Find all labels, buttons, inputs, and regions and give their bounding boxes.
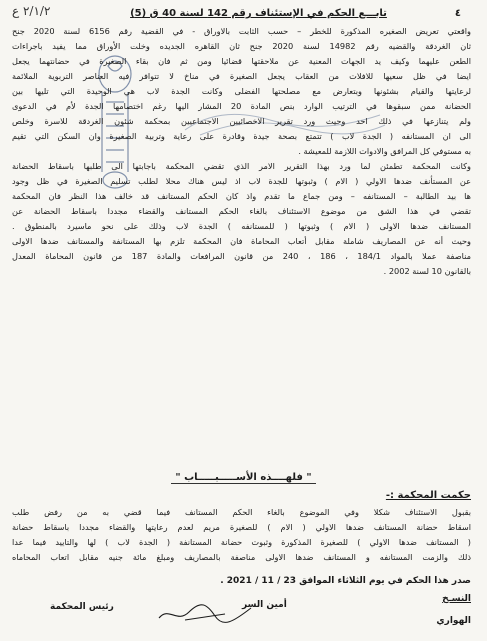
handwritten-page-note: ٢/١/٢ ع xyxy=(12,4,51,18)
body-line: به مستوفي كل المرافق والادوات اللازمة للمعيشة . xyxy=(298,146,471,156)
body-line: بالقانون 10 لسنة 2002 . xyxy=(383,266,471,276)
body-line: ها بيد الطالبة – المستانفه – ومن جماع ما تقدم واذ كان الحكم المستانف قد خالف هذا النظر فان المحكمة xyxy=(12,191,471,201)
body-line: وكانت المحكمة تطمئن لما ورد بهذا التقرير الامر الذي تقضي المحكمة باجابتها الى طلبها باسقاط الحضانة xyxy=(12,161,471,171)
body-line: الحضانة ممن سبقوها في الترتيب الوارد بنص المادة 20 المشار اليها رغم اختصامها الجدة لأم في الدعوى xyxy=(12,101,471,111)
verdict-line: ( المستانف ضدها الاولي ) للصغيرة المذكورة وثبوت حضانة المستانفة ( الجدة لاب ) لها والتاييد فيما عدا xyxy=(12,537,471,547)
verdict-line: ذلك والزمت المستانفه و المستانف ضدها الاولى مناصفة بالمصاريف ومبلغ مائة جنيه مقابل اتعاب المحاماه xyxy=(12,552,471,562)
body-line: المستانف ضدها الاولى ( الام ) وثبوتها ( للمستانفه ) الجدة لاب وذلك على نحو ماسيرد بالمنطوق . xyxy=(12,221,471,231)
body-line: ثان الغردقة والقضيه رقم 14982 لسنة 2020 جنح ثان القاهره الجديده وخلت الأوراق مما يفيد باجراءات xyxy=(12,41,471,51)
body-line: ولم يتنازعها في ذلك احد وحيث ورد تقرير الاخصائيين الاجتماعيين بمحكمة شئون الغردقة للاسرة وخلص xyxy=(12,116,471,126)
body-line: ايضا في ظل سعيها للافلات من العقاب يجعل الصغيرة في مناخ لا تتوافر فيه العناصر التربوية الملائمة xyxy=(12,71,471,81)
verdict-text xyxy=(12,505,471,565)
body-line: الى ان المستانفه ( الجدة لاب ) تتمتع بصحة جيدة وقادرة على رعاية وتربية الصغيرة وان السكن التي تقيم xyxy=(12,131,471,141)
body-text xyxy=(12,24,471,279)
verdict-line: اسقاط حضانة المستانف ضدها الاولي ( الام ) للصغيرة مريم لعدم رعايتها والقضاء مجددا باسقاط حضانة xyxy=(12,522,471,532)
bullet-mark: ٤ xyxy=(454,8,461,19)
body-line: تقضي في هذا الشق من موضوع الاستئناف بالغاء الحكم المستانف والقضاء مجددا باسقاط الحضانة عن xyxy=(12,206,471,216)
verdict-date: صدر هذا الحكم في يوم الثلاثاء الموافق 23 / 11 / 2021 . xyxy=(220,576,471,586)
signature-scribble-icon xyxy=(155,600,255,626)
document-header xyxy=(60,6,457,21)
body-line: مناصفة عملا بالمواد 184/1 ، 186 ، 240 من قانون المرافعات والمادة 187 من قانون المحاماة المعدل xyxy=(12,251,471,261)
body-line: لرعايتها والقيام بشئونها وبتعارض مع مصلحتها الفضلى وكانت الجدة لاب هي الوحيدة التي تليها بين xyxy=(12,86,471,96)
verdict-heading: حكمت المحكمة :- xyxy=(385,490,471,501)
body-line: عن المستأنف ضدها الاولي ( الام ) وثبوتها للجدة لاب اذ ليس هناك محلا لطلب تسليم الصغيرة في ظل وجود xyxy=(12,176,471,186)
reasons-section-title: " فلهــــذه الأســـــبـــــاب " xyxy=(0,470,487,485)
copyist-label: النسـخ xyxy=(442,594,471,604)
copyist-name: الهواري xyxy=(436,616,471,626)
body-line: واقعتي تعريض الصغيره المذكورة للخطر – حسب الثابت بالاوراق - في القضية رقم 6156 لسنة 2020 جنح xyxy=(12,26,471,36)
body-line: وحيث أنه عن المصاريف شاملة مقابل أتعاب المحاماة فان المحكمة تلزم بها المستانفة والمستانف ضدها الاولى xyxy=(12,236,471,246)
verdict-line: بقبول الاستئناف شكلا وفي الموضوع بالغاء الحكم المستانف فيما قضي به من رفض طلب xyxy=(12,507,471,517)
header-title: تابـــع الحكم في الإستئناف رقم 142 لسنة 40 ق (5) xyxy=(130,8,387,19)
secretary-label: أمين السر xyxy=(242,600,287,610)
body-line: الطعن عليهما وكيف يد الجهات المعنية عن ملاحقتها قضائيا ومن ثم فان بقاء الصغيرة في حضانتهما يجعل xyxy=(12,56,471,66)
president-label: رئيس المحكمة xyxy=(50,602,114,612)
